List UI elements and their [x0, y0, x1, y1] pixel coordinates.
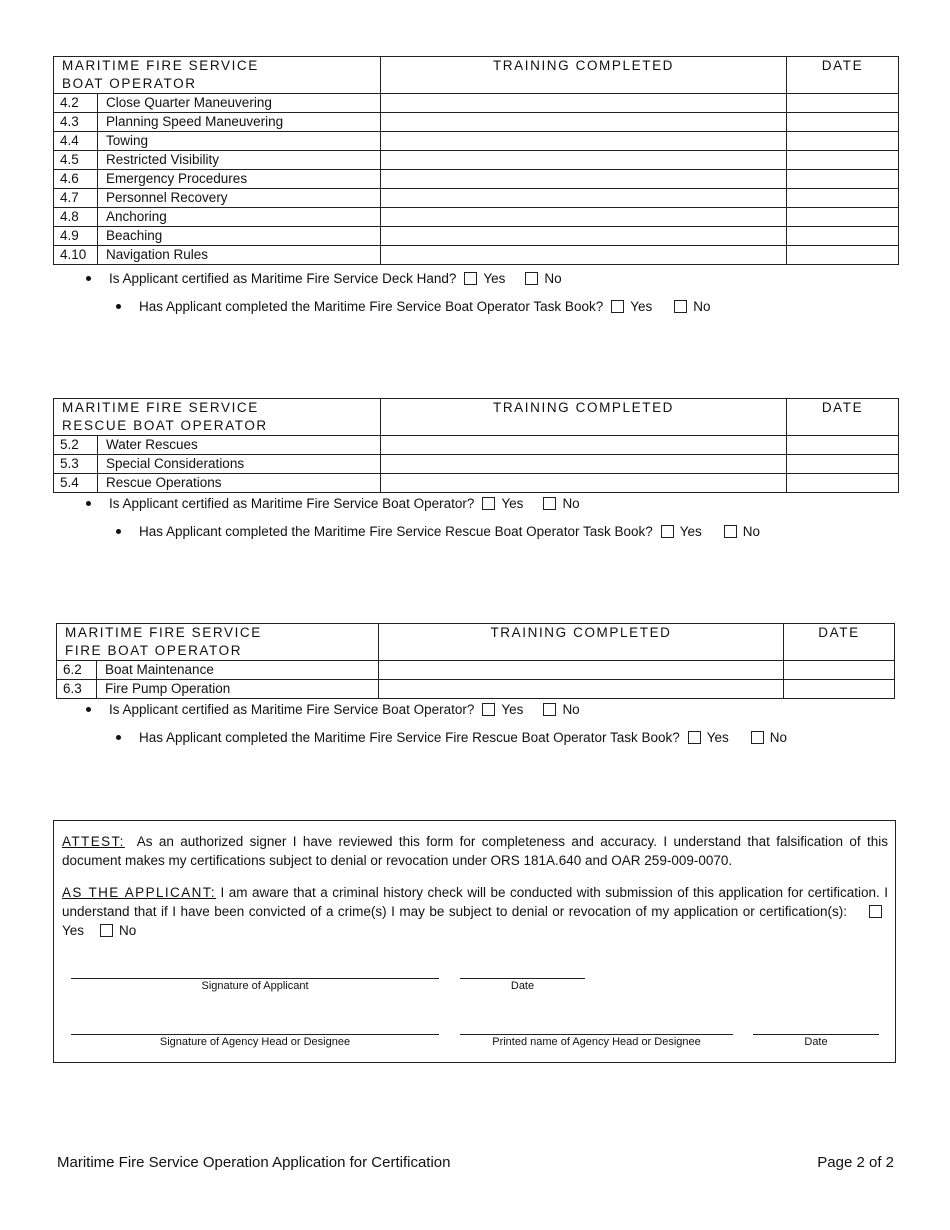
training-cell[interactable]	[379, 680, 784, 699]
date-cell[interactable]	[787, 208, 899, 227]
applicant-paragraph: AS THE APPLICANT: I am aware that a criminal history check will be conducted with submission of this application for certification. I understand that if I have been convicted of a crime(s) I may be subject to denial or revocation of my application or certification(s):Yes No	[62, 885, 888, 938]
training-cell[interactable]	[381, 246, 787, 265]
fire-boat-operator-table	[56, 623, 895, 699]
yes-checkbox[interactable]	[482, 497, 495, 510]
table-row: 4.7 Personnel Recovery	[54, 189, 899, 208]
date-cell[interactable]	[784, 680, 895, 699]
boat-operator-table	[53, 56, 899, 265]
training-cell[interactable]	[381, 436, 787, 455]
applicant-signature-line[interactable]	[71, 978, 439, 979]
yes-checkbox[interactable]	[611, 300, 624, 313]
training-completed-header: TRAINING COMPLETED	[381, 399, 787, 436]
no-checkbox[interactable]	[543, 497, 556, 510]
training-cell[interactable]	[379, 661, 784, 680]
date-cell[interactable]	[784, 661, 895, 680]
no-checkbox[interactable]	[525, 272, 538, 285]
task-book-question: Has Applicant completed the Maritime Fire Service Boat Operator Task Book? Yes No	[116, 298, 711, 316]
training-cell[interactable]	[381, 170, 787, 189]
training-cell[interactable]	[381, 151, 787, 170]
date-cell[interactable]	[787, 170, 899, 189]
no-checkbox[interactable]	[543, 703, 556, 716]
date-cell[interactable]	[787, 113, 899, 132]
boat-operator-question: Is Applicant certified as Maritime Fire Service Boat Operator? Yes No	[86, 701, 580, 719]
table-row: 5.4 Rescue Operations	[54, 474, 899, 493]
applicant-date-label: Date	[510, 980, 535, 992]
table-row: 4.3 Planning Speed Maneuvering	[54, 113, 899, 132]
footer-title: Maritime Fire Service Operation Application for Certification	[57, 1154, 451, 1171]
date-header: DATE	[787, 57, 899, 94]
applicant-date-line[interactable]	[460, 978, 585, 979]
table-row: 4.6 Emergency Procedures	[54, 170, 899, 189]
deck-hand-question: Is Applicant certified as Maritime Fire Service Deck Hand? Yes No	[86, 270, 562, 288]
date-cell[interactable]	[787, 246, 899, 265]
table-row: 4.8 Anchoring	[54, 208, 899, 227]
date-cell[interactable]	[787, 455, 899, 474]
training-cell[interactable]	[381, 132, 787, 151]
applicant-label: AS THE APPLICANT:	[62, 885, 217, 900]
training-completed-header: TRAINING COMPLETED	[381, 57, 787, 94]
training-cell[interactable]	[381, 94, 787, 113]
training-cell[interactable]	[381, 474, 787, 493]
yes-checkbox[interactable]	[464, 272, 477, 285]
table-row: 4.4 Towing	[54, 132, 899, 151]
training-cell[interactable]	[381, 455, 787, 474]
date-cell[interactable]	[787, 132, 899, 151]
applicant-signature-label: Signature of Applicant	[201, 980, 309, 992]
table-row: 4.9 Beaching	[54, 227, 899, 246]
agency-signature-line[interactable]	[71, 1034, 439, 1035]
table-row: 4.2 Close Quarter Maneuvering	[54, 94, 899, 113]
yes-checkbox[interactable]	[661, 525, 674, 538]
table-row: 6.2 Boat Maintenance	[57, 661, 895, 680]
attest-paragraph: ATTEST: As an authorized signer I have reviewed this form for completeness and accuracy. I understand that falsification of this document makes my certifications subject to denial or revocation under ORS 181A.640 and OAR 259-009-0070.	[62, 834, 888, 868]
date-cell[interactable]	[787, 227, 899, 246]
rescue-boat-operator-table	[53, 398, 899, 493]
table-row: 4.10 Navigation Rules	[54, 246, 899, 265]
section-header: MARITIME FIRE SERVICE FIRE BOAT OPERATOR	[57, 624, 379, 661]
yes-checkbox[interactable]	[688, 731, 701, 744]
task-book-question: Has Applicant completed the Maritime Fire Service Rescue Boat Operator Task Book? Yes No	[116, 523, 760, 541]
no-checkbox[interactable]	[674, 300, 687, 313]
table-row: 6.3 Fire Pump Operation	[57, 680, 895, 699]
date-cell[interactable]	[787, 436, 899, 455]
section-header: MARITIME FIRE SERVICE RESCUE BOAT OPERATOR	[54, 399, 381, 436]
page-number: Page 2 of 2	[817, 1154, 894, 1171]
no-checkbox[interactable]	[724, 525, 737, 538]
agency-signature-label: Signature of Agency Head or Designee	[159, 1036, 351, 1048]
date-cell[interactable]	[787, 94, 899, 113]
section-header: MARITIME FIRE SERVICE BOAT OPERATOR	[54, 57, 381, 94]
printed-name-label: Printed name of Agency Head or Designee	[492, 1036, 701, 1048]
training-cell[interactable]	[381, 189, 787, 208]
task-book-question: Has Applicant completed the Maritime Fire Service Fire Rescue Boat Operator Task Book? Yes No	[116, 729, 787, 747]
date-cell[interactable]	[787, 151, 899, 170]
yes-checkbox[interactable]	[482, 703, 495, 716]
training-cell[interactable]	[381, 227, 787, 246]
table-row: 5.3 Special Considerations	[54, 455, 899, 474]
no-checkbox[interactable]	[751, 731, 764, 744]
table-row: 5.2 Water Rescues	[54, 436, 899, 455]
date-header: DATE	[784, 624, 895, 661]
boat-operator-question: Is Applicant certified as Maritime Fire Service Boat Operator? Yes No	[86, 495, 580, 513]
table-row: 4.5 Restricted Visibility	[54, 151, 899, 170]
training-cell[interactable]	[381, 113, 787, 132]
attest-label: ATTEST:	[62, 834, 125, 849]
yes-checkbox[interactable]	[869, 905, 882, 918]
date-header: DATE	[787, 399, 899, 436]
date-cell[interactable]	[787, 474, 899, 493]
agency-date-line[interactable]	[753, 1034, 879, 1035]
no-checkbox[interactable]	[100, 924, 113, 937]
training-cell[interactable]	[381, 208, 787, 227]
attestation-box	[53, 820, 896, 1063]
printed-name-line[interactable]	[460, 1034, 733, 1035]
training-completed-header: TRAINING COMPLETED	[379, 624, 784, 661]
agency-date-label: Date	[804, 1036, 828, 1048]
date-cell[interactable]	[787, 189, 899, 208]
